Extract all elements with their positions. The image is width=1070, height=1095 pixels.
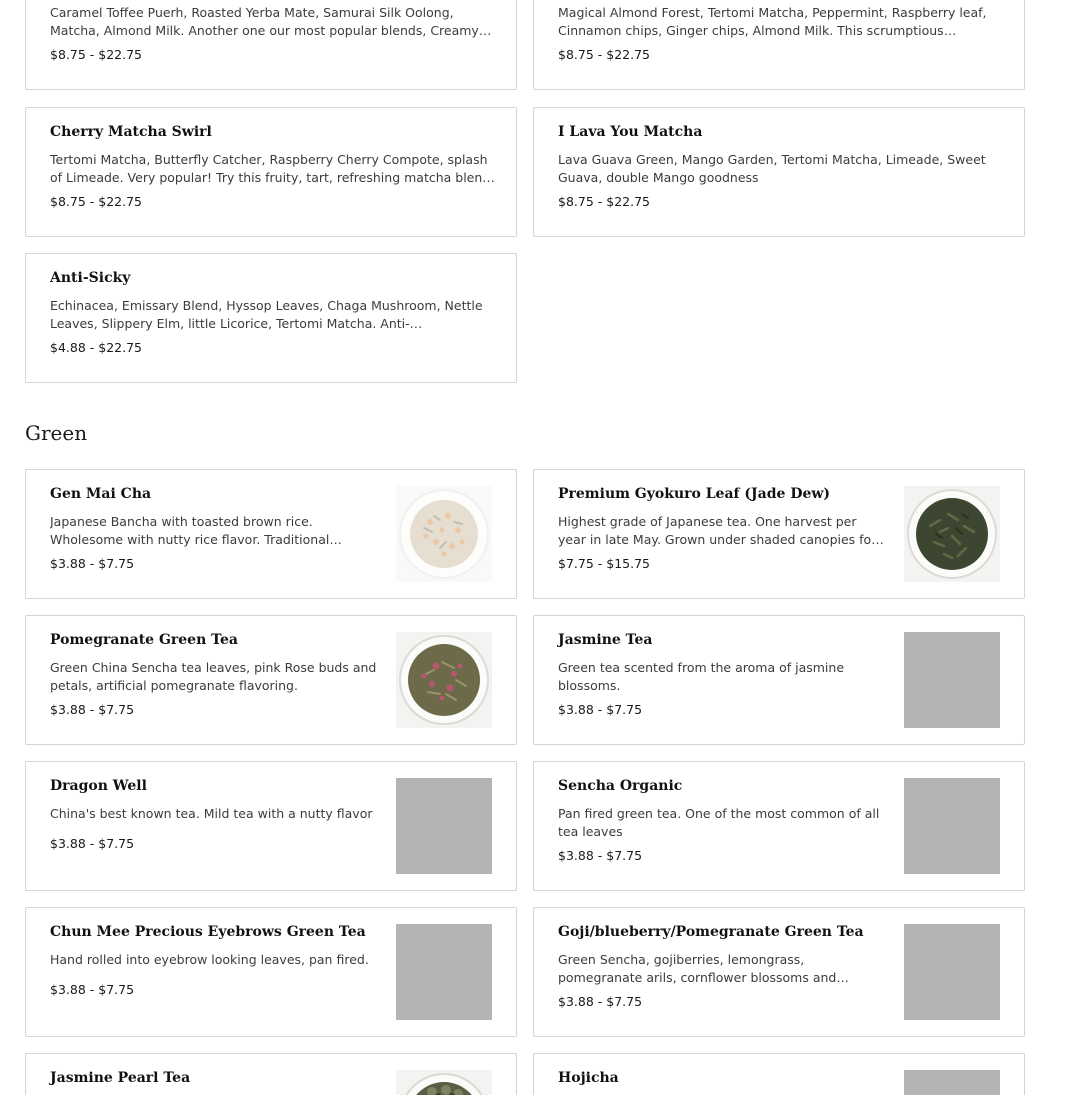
item-description: Hand rolled into eyebrow looking leaves, pan fired.: [50, 952, 369, 967]
item-description: Tertomi Matcha, Butterfly Catcher, Raspberry Cherry Compote, splash of Limeade. Very popular! Try this fruity, tart, refreshing matcha blend: [50, 152, 491, 185]
image-placeholder: [904, 1070, 1000, 1095]
item-price: $3.88 - $7.75: [50, 702, 135, 717]
menu-item-card[interactable]: [533, 0, 1025, 90]
menu-item-card[interactable]: [533, 107, 1025, 237]
item-description: China's best known tea. Mild tea with a nutty flavor: [50, 806, 373, 821]
item-name: Cherry Matcha Swirl: [50, 124, 212, 140]
item-name: I Lava You Matcha: [558, 124, 703, 140]
item-description: Green tea scented from the aroma of jasmine blossoms.: [558, 660, 845, 693]
item-name: Chun Mee Precious Eyebrows Green Tea: [50, 924, 366, 940]
item-name: Pomegranate Green Tea: [50, 632, 238, 648]
item-price: $4.88 - $22.75: [50, 340, 142, 355]
menu-item-card[interactable]: [25, 907, 517, 1037]
menu-item-card[interactable]: [25, 253, 517, 383]
item-description: Green Sencha, gojiberries, lemongrass, pomegranate arils, cornflower blossoms and: [558, 952, 837, 985]
menu-item-card[interactable]: [25, 1053, 517, 1095]
item-price: $3.88 - $7.75: [558, 702, 643, 717]
item-price: $7.75 - $15.75: [558, 556, 650, 571]
item-price: $3.88 - $7.75: [558, 994, 643, 1009]
item-price: $3.88 - $7.75: [558, 848, 643, 863]
item-name: Premium Gyokuro Leaf (Jade Dew): [558, 486, 831, 502]
item-photo: [396, 486, 492, 582]
section-title-green: Green: [25, 421, 88, 445]
item-photo: [904, 486, 1000, 582]
item-price: $8.75 - $22.75: [558, 194, 650, 209]
image-placeholder: [904, 632, 1000, 728]
item-price: $3.88 - $7.75: [50, 836, 135, 851]
item-price: $3.88 - $7.75: [50, 556, 135, 571]
image-placeholder: [396, 924, 492, 1020]
menu-item-card[interactable]: [533, 469, 1025, 599]
image-placeholder: [396, 778, 492, 874]
item-price: $3.88 - $7.75: [50, 982, 135, 997]
item-name: Goji/blueberry/Pomegranate Green Tea: [558, 924, 864, 940]
menu-item-card[interactable]: [533, 907, 1025, 1037]
item-price: $8.75 - $22.75: [558, 47, 650, 62]
item-price: $8.75 - $22.75: [50, 194, 142, 209]
item-photo: [396, 632, 492, 728]
item-name: Dragon Well: [50, 778, 147, 794]
item-name: Anti-Sicky: [50, 270, 131, 286]
item-name: Sencha Organic: [558, 778, 683, 794]
menu-item-card[interactable]: [25, 0, 517, 90]
item-description: Magical Almond Forest, Tertomi Matcha, Peppermint, Raspberry leaf, Cinnamon chips, Ginger chips, Almond Milk. This scrumptious: [558, 5, 987, 38]
image-placeholder: [904, 924, 1000, 1020]
item-description: Caramel Toffee Puerh, Roasted Yerba Mate, Samurai Silk Oolong, Matcha, Almond Milk. Another one our most popular blends, Creamy: [50, 5, 479, 38]
item-description: Echinacea, Emissary Blend, Hyssop Leaves, Chaga Mushroom, Nettle Leaves, Slippery Elm, little Licorice, Tertomi Matcha. Anti-: [50, 298, 483, 331]
image-placeholder: [904, 778, 1000, 874]
item-photo: [396, 1070, 492, 1095]
menu-item-card[interactable]: [533, 1053, 1025, 1095]
menu-item-card[interactable]: [25, 761, 517, 891]
menu-item-card[interactable]: [533, 615, 1025, 745]
menu-item-card[interactable]: [25, 615, 517, 745]
item-description: Green China Sencha tea leaves, pink Rose buds and petals, artificial pomegranate flavoring.: [50, 660, 377, 693]
item-description: Highest grade of Japanese tea. One harvest per year in late May. Grown under shaded canopies for: [558, 514, 877, 547]
menu-item-card[interactable]: [25, 469, 517, 599]
item-name: Jasmine Pearl Tea: [50, 1070, 191, 1086]
item-name: Gen Mai Cha: [50, 486, 152, 502]
item-name: Hojicha: [558, 1070, 619, 1086]
menu-item-card[interactable]: [25, 107, 517, 237]
item-description: Japanese Bancha with toasted brown rice. Wholesome with nutty rice flavor. Traditional: [50, 514, 330, 547]
menu-item-card[interactable]: [533, 761, 1025, 891]
item-description: Lava Guava Green, Mango Garden, Tertomi Matcha, Limeade, Sweet Guava, double Mango goodness: [558, 152, 986, 185]
item-price: $8.75 - $22.75: [50, 47, 142, 62]
item-description: Pan fired green tea. One of the most common of all tea leaves: [558, 806, 880, 839]
item-name: Jasmine Tea: [558, 632, 653, 648]
